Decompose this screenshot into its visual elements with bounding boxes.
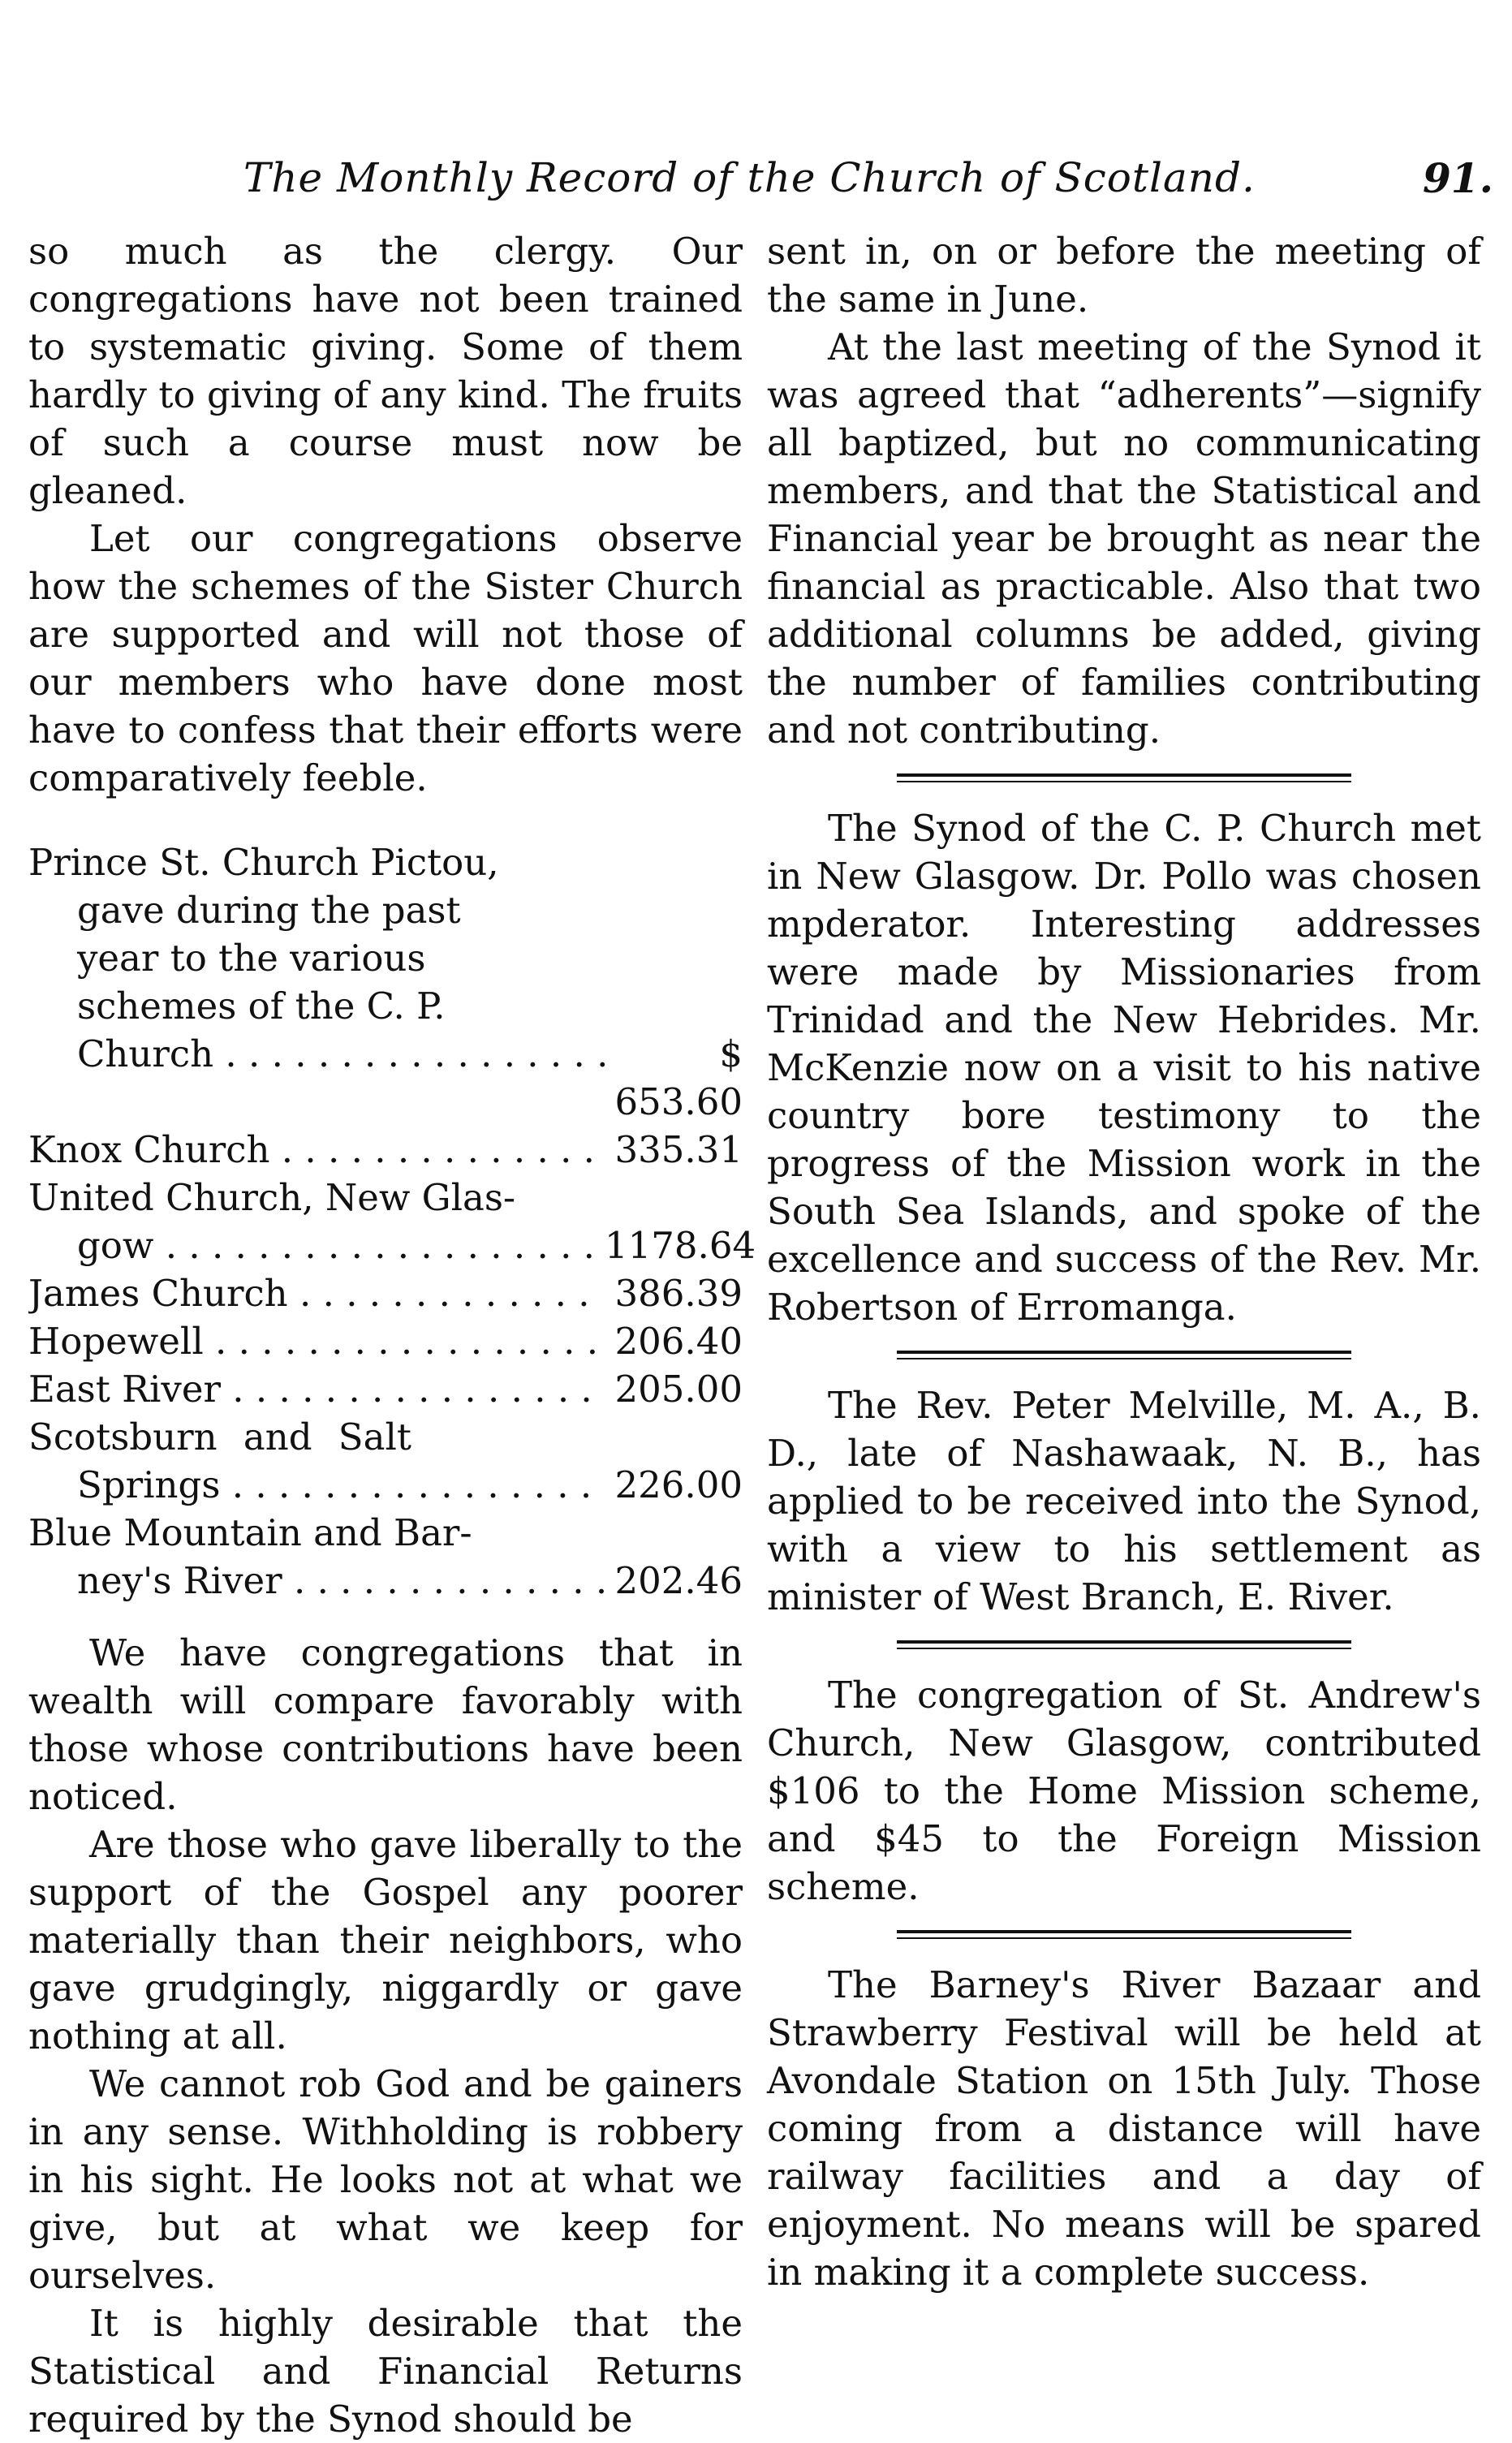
congregation-name: United Church, New Glas- bbox=[28, 1176, 516, 1219]
paragraph: We cannot rob God and be gainers in any sense. Withholding is robbery in his sight. He looks not at what we give, but at what we keep for ourselves. bbox=[28, 2062, 743, 2297]
congregation-name: East River bbox=[28, 1368, 221, 1411]
congregation-name: Knox Church bbox=[28, 1128, 270, 1171]
congregation-name-cont: ney's River bbox=[77, 1559, 282, 1602]
congregation-name: Scotsburn and Salt bbox=[28, 1415, 411, 1458]
list-item bbox=[28, 1413, 743, 1509]
congregation-name-cont: Springs bbox=[77, 1463, 221, 1506]
section-separator bbox=[767, 1331, 1481, 1381]
list-intro-line: year to the various bbox=[77, 937, 426, 980]
list-item bbox=[28, 1030, 743, 1126]
list-intro bbox=[28, 838, 743, 1030]
congregation-name: Hopewell bbox=[28, 1320, 204, 1363]
amount: 386.39 bbox=[614, 1272, 743, 1315]
paragraph: It is highly desirable that the Statistical and Financial Returns required by the Synod should be bbox=[28, 2302, 743, 2441]
amount: 202.46 bbox=[614, 1559, 743, 1602]
congregation-name-cont: gow bbox=[77, 1224, 154, 1267]
page-header bbox=[243, 154, 1501, 211]
list-item bbox=[28, 1509, 743, 1605]
amount: 335.31 bbox=[614, 1128, 743, 1171]
page-number: 91. bbox=[1423, 154, 1493, 202]
paragraph: so much as the clergy. Our congregations have not been trained to systematic giving. Some of them hardly to giving of any kind. The fruits of such a course must now be gleaned. bbox=[28, 230, 743, 512]
list-item bbox=[28, 1317, 743, 1365]
amount: $ 653.60 bbox=[614, 1032, 743, 1123]
paragraph: The Synod of the C. P. Church met in New Glasgow. Dr. Pollo was chosen mpderator. Interesting addresses were made by Missionaries from Trinidad and the New Hebrides. Mr. McKenzie now on a visit to his native country bore testimony to the progress of the Mission work in the South Sea Islands, and spoke of the excellence and success of the Rev. Mr. Robertson of Erromanga. bbox=[767, 807, 1481, 1329]
amount: 226.00 bbox=[614, 1463, 743, 1506]
left-column bbox=[28, 227, 756, 2443]
section-separator bbox=[767, 1911, 1481, 1961]
list-item bbox=[28, 1269, 743, 1317]
contributions-list bbox=[28, 838, 756, 1605]
paragraph: Are those who gave liberally to the support of the Gospel any poorer materially than their neighbors, who gave grudgingly, niggardly or gave nothing at all. bbox=[28, 1823, 743, 2057]
congregation-name: Blue Mountain and Bar- bbox=[28, 1511, 472, 1554]
paragraph: We have congregations that in wealth will compare favorably with those whose contributions have been noticed. bbox=[28, 1631, 743, 1818]
amount: 206.40 bbox=[614, 1320, 743, 1363]
amount: 205.00 bbox=[614, 1368, 743, 1411]
paragraph: The Barney's River Bazaar and Strawberry Festival will be held at Avondale Station on 15th July. Those coming from a distance will have railway facilities and a day of enjoyment. No means will be spared in making it a complete success. bbox=[767, 1963, 1481, 2294]
right-column bbox=[767, 227, 1481, 2296]
list-item bbox=[28, 1365, 743, 1413]
paragraph: Let our congregations observe how the schemes of the Sister Church are supported and will not those of our members who have done most have to confess that their efforts were comparatively feeble. bbox=[28, 517, 743, 799]
congregation-name: James Church bbox=[28, 1272, 288, 1315]
amount: 1178.64 bbox=[605, 1224, 756, 1267]
paragraph: sent in, on or before the meeting of the same in June. bbox=[767, 230, 1481, 321]
list-intro-line: Prince St. Church Pictou, bbox=[28, 841, 499, 884]
paragraph: The Rev. Peter Melville, M. A., B. D., late of Nashawaak, N. B., has applied to be received into the Synod, with a view to his settlement as minister of West Branch, E. River. bbox=[767, 1384, 1481, 1618]
list-intro-line: gave during the past bbox=[77, 889, 461, 932]
list-item bbox=[28, 1174, 756, 1269]
list-intro-line: schemes of the C. P. bbox=[77, 985, 446, 1028]
paragraph: At the last meeting of the Synod it was agreed that “adherents”—signify all baptized, but no communicating members, and that the Statistical and Financial year be brought as near the financial as practicable. Also that two additional columns be added, giving the number of families contributing and not contributing. bbox=[767, 325, 1481, 752]
list-item bbox=[28, 1126, 743, 1174]
paragraph: The congregation of St. Andrew's Church, New Glasgow, contributed $106 to the Home Mission scheme, and $45 to the Foreign Mission scheme. bbox=[767, 1674, 1481, 1908]
running-title: The Monthly Record of the Church of Scotland. bbox=[243, 154, 1256, 201]
section-separator bbox=[767, 1621, 1481, 1671]
congregation-name: Church bbox=[77, 1032, 214, 1075]
section-separator bbox=[767, 754, 1481, 804]
